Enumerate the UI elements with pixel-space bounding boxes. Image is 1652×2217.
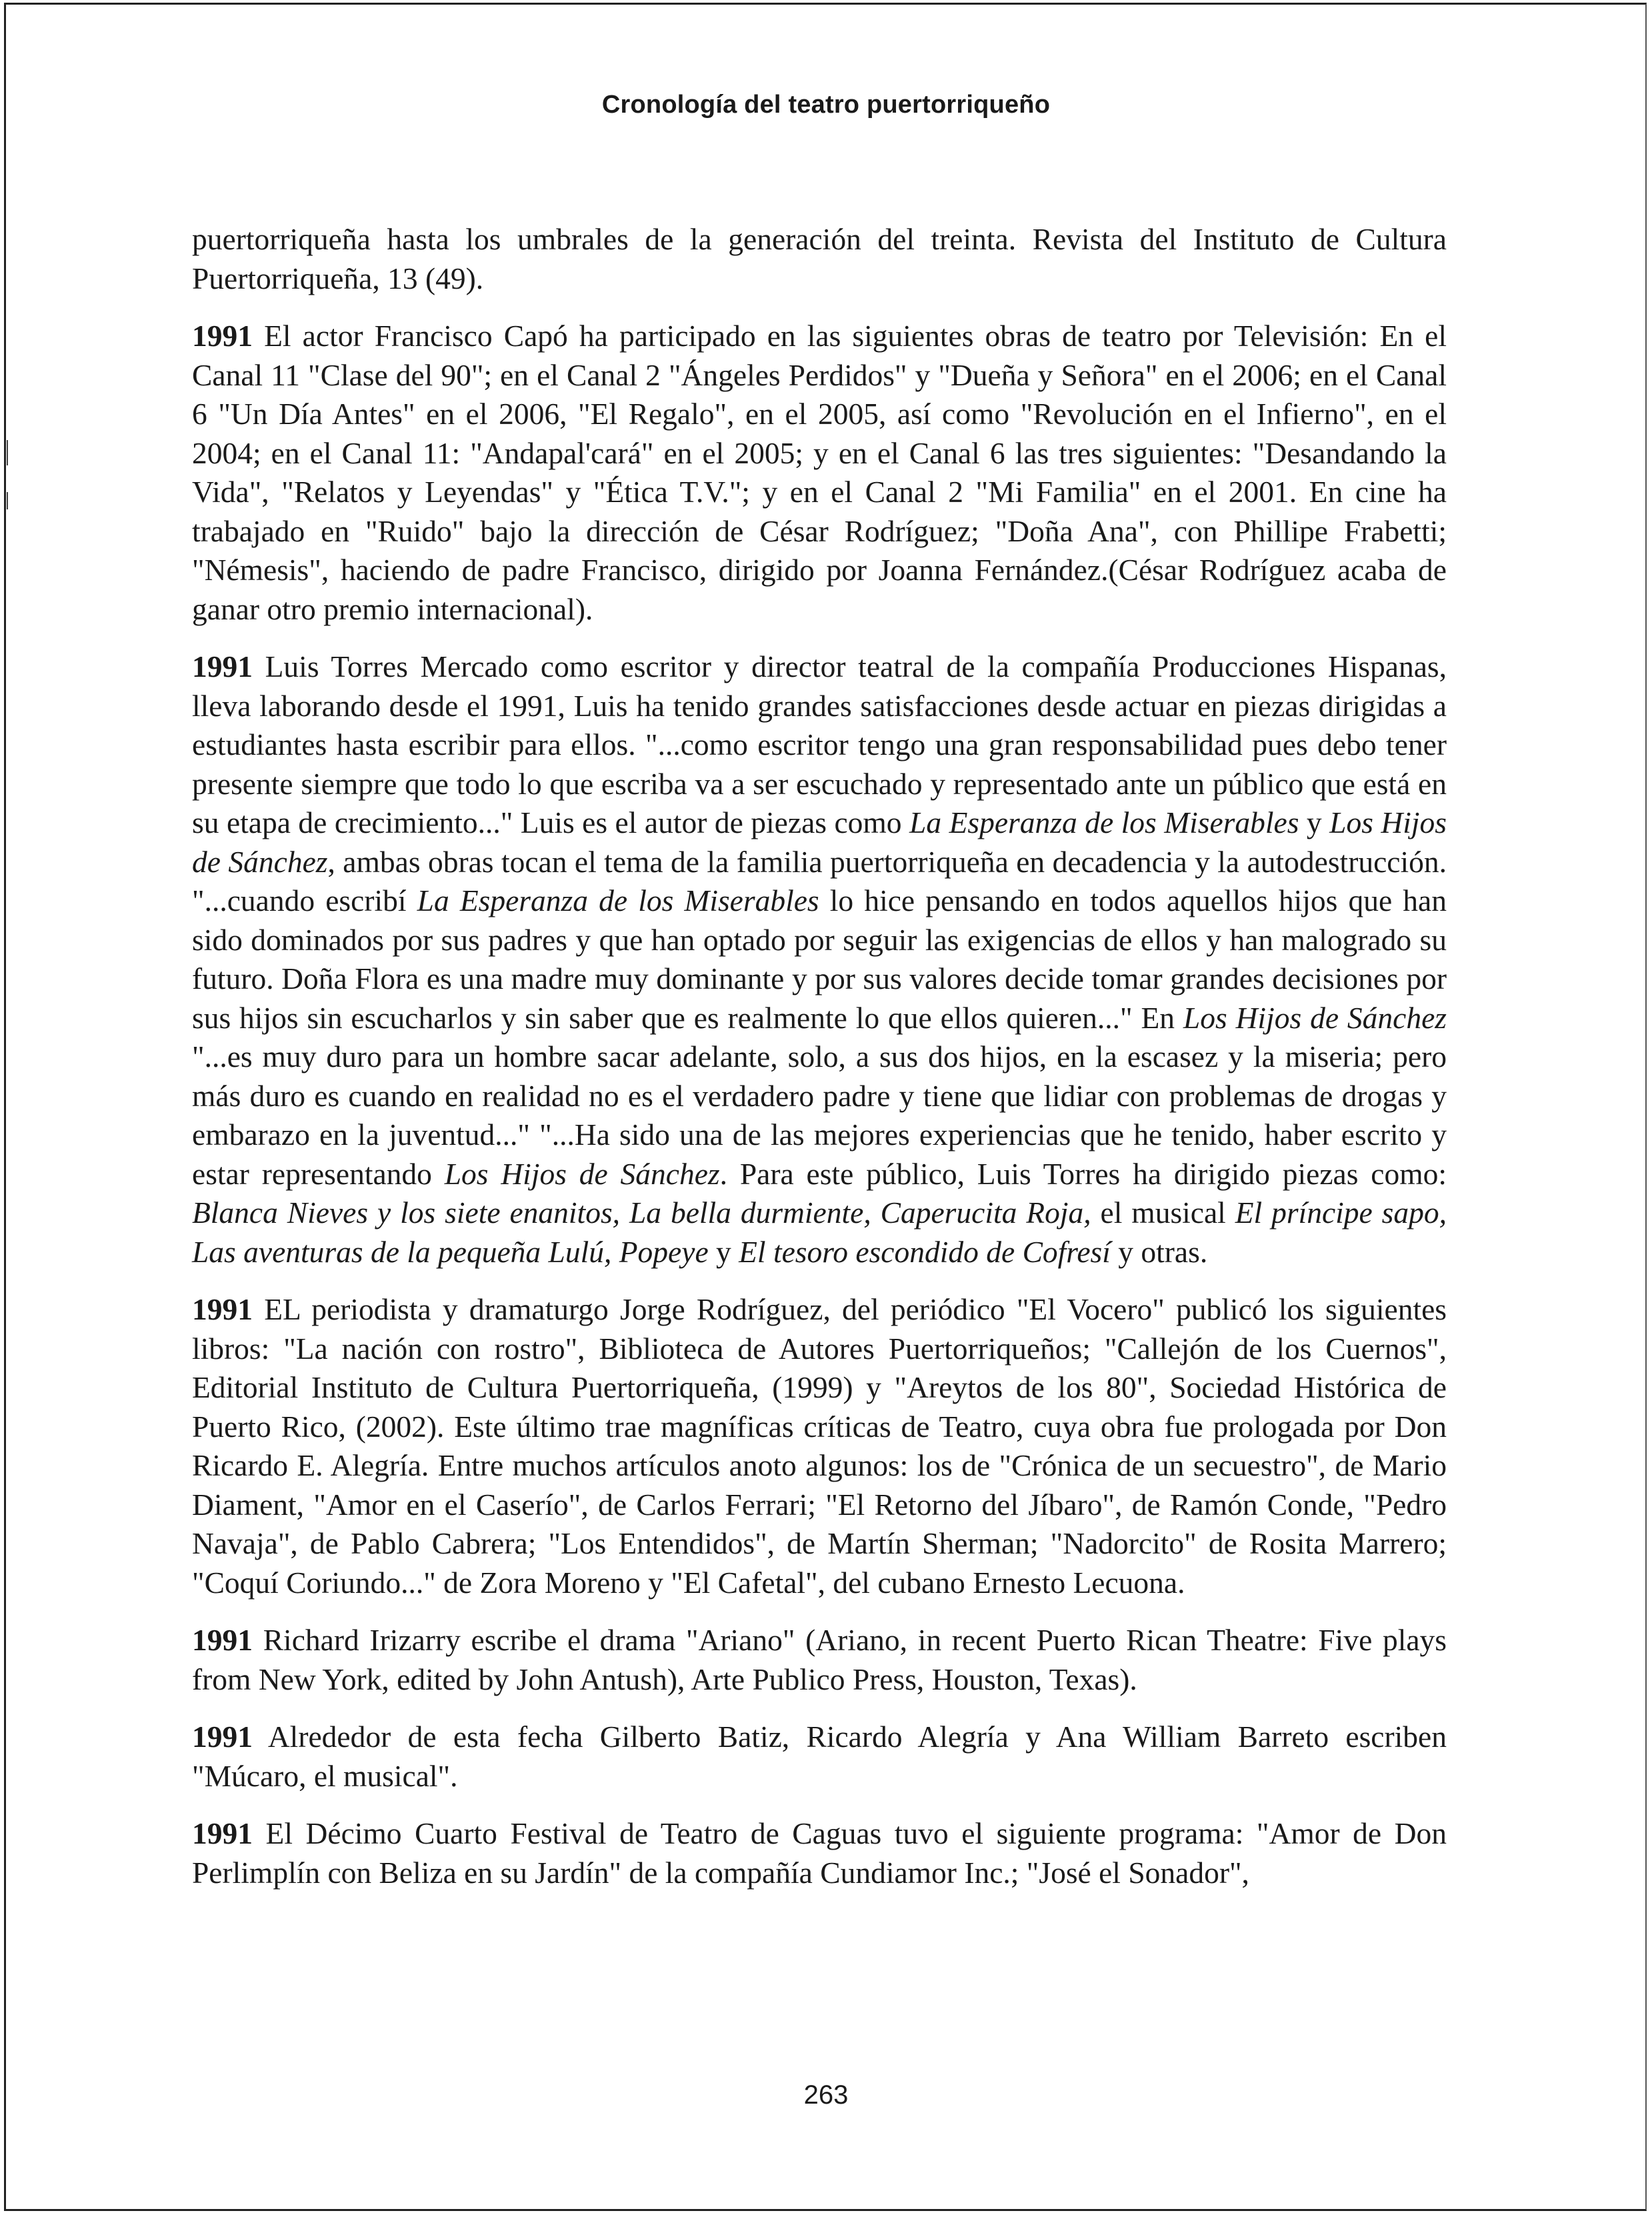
entry-text: lo hice pensando en todos aquellos hijos que han sido dominados por sus padres y que han optado por seguir las exigencias de ellos y han malogrado su futuro. Doña Flora es una madre muy dominante y por sus valores decide tomar grandes decisiones por sus hijos sin escucharlos y sin saber que es realmente lo que ellos quieren..." En [192,883,1447,1035]
entry-text: y [708,1234,739,1269]
entry-torres-mercado [192,647,1447,1272]
entry-year: 1991 [192,1623,253,1657]
entry-capo [192,317,1447,629]
entry-text: Luis Torres Mercado como escritor y director teatral de la compañía Producciones Hispanas, lleva laborando desde el 1991, Luis ha tenido grandes satisfacciones desde actuar en piezas dirigidas a estudiantes hasta escribir para ellos. "...como escritor tengo una gran responsabilidad pues debo tener presente siempre que todo lo que escriba va a ser escuchado y representado ante un público que está en su etapa de crecimiento..." Luis es el autor de piezas como [192,649,1447,839]
main-text [192,220,1447,1911]
work-title: Los Hijos de Sánchez [192,805,1447,879]
entry-text: el musical [1091,1196,1235,1230]
entry-irizarry [192,1621,1447,1699]
entry-text: Richard Irizarry escribe el drama "Ariano" (Ariano, in recent Puerto Rican Theatre: Five plays from New York, edited by John Antush), Arte Publico Press, Houston, Texas). [192,1623,1447,1696]
entry-text: . Para este público, Luis Torres ha dirigido piezas como: [719,1156,1447,1191]
work-title: El tesoro escondido de Cofresí [739,1234,1111,1269]
entry-mucaro [192,1718,1447,1796]
scan-mark-left [7,440,8,465]
entry-text: El actor Francisco Capó ha participado en las siguientes obras de teatro por Televisión: En el Canal 11 "Clase del 90"; en el Canal 2 "Ángeles Perdidos" y "Dueña y Señora" en el 2006; en el Canal 6 "Un Día Antes" en el 2006, "El Regalo", en el 2005, así como "Revolución en el Infierno", en el 2004; en el Canal 11: "Andapal'cará" en el 2005; y en el Canal 6 las tres siguientes: "Desandando la Vida", "Relatos y Leyendas" y "Ética T.V."; y en el Canal 2 "Mi Familia" en el 2001. En cine ha trabajado en "Ruido" bajo la dirección de César Rodríguez; "Doña Ana", con Phillipe Frabetti; "Némesis", haciendo de padre Francisco, dirigido por Joanna Fernández.(César Rodríguez acaba de ganar otro premio internacional). [192,319,1447,626]
entry-text: Alrededor de esta fecha Gilberto Batiz, Ricardo Alegría y Ana William Barreto escriben "Múcaro, el musical". [192,1720,1447,1793]
entry-text: , ambas obras tocan el tema de la familia puertorriqueña en decadencia y la autodestrucción. "...cuando escribí [192,844,1447,917]
running-header: Cronología del teatro puertorriqueño [601,91,1051,119]
entry-year: 1991 [192,649,253,683]
work-title: Los Hijos de Sánchez [444,1156,720,1191]
work-title: La Esperanza de los Miserables [417,883,819,917]
entry-year: 1991 [192,319,253,353]
entry-text: "...es muy duro para un hombre sacar adelante, solo, a sus dos hijos, en la escasez y la miseria; pero más duro es cuando en realidad no es el verdadero padre y tiene que lidiar con problemas de drogas y embarazo en la juventud..." "...Ha sido una de las mejores experiencias que he tenido, haber escrito y estar representando [192,1039,1447,1191]
page-number: 263 [803,2080,849,2110]
entry-festival-caguas [192,1814,1447,1892]
work-title: La Esperanza de los Miserables [909,805,1299,839]
entry-year: 1991 [192,1816,253,1850]
work-title: Los Hijos de Sánchez [1183,1000,1447,1035]
entry-jorge-rodriguez [192,1290,1447,1602]
work-title: Blanca Nieves y los siete enanitos, La bella durmiente, Caperucita Roja, [192,1196,1091,1230]
entry-year: 1991 [192,1720,253,1754]
entry-text: y otras. [1110,1234,1208,1269]
work-title: El príncipe sapo, Las aventuras de la pequeña Lulú, Popeye [192,1196,1447,1269]
entry-text: y [1299,805,1330,839]
paragraph-continuation: puertorriqueña hasta los umbrales de la generación del treinta. Revista del Instituto de Cultura Puertorriqueña, 13 (49). [192,222,1447,295]
entry-text: EL periodista y dramaturgo Jorge Rodríguez, del periódico "El Vocero" publicó los siguientes libros: "La nación con rostro", Biblioteca de Autores Puertorriqueños; "Callejón de los Cuernos", Editorial Instituto de Cultura Puertorriqueña, (1999) y "Areytos de los 80", Sociedad Histórica de Puerto Rico, (2002). Este último trae magníficas críticas de Teatro, cuya obra fue prologada por Don Ricardo E. Alegría. Entre muchos artículos anoto algunos: los de "Crónica de un secuestro", de Mario Diament, "Amor en el Caserío", de Carlos Ferrari; "El Retorno del Jíbaro", de Ramón Conde, "Pedro Navaja", de Pablo Cabrera; "Los Entendidos", de Martín Sherman; "Nadorcito" de Rosita Marrero; "Coquí Coriundo..." de Zora Moreno y "El Cafetal", del cubano Ernesto Lecuona. [192,1292,1447,1600]
entry-text: El Décimo Cuarto Festival de Teatro de Caguas tuvo el siguiente programa: "Amor de Don Perlimplín con Beliza en su Jardín" de la compañía Cundiamor Inc.; "José el Sonador", [192,1816,1447,1890]
entry-year: 1991 [192,1292,253,1326]
scan-mark-left-lower [7,492,8,509]
